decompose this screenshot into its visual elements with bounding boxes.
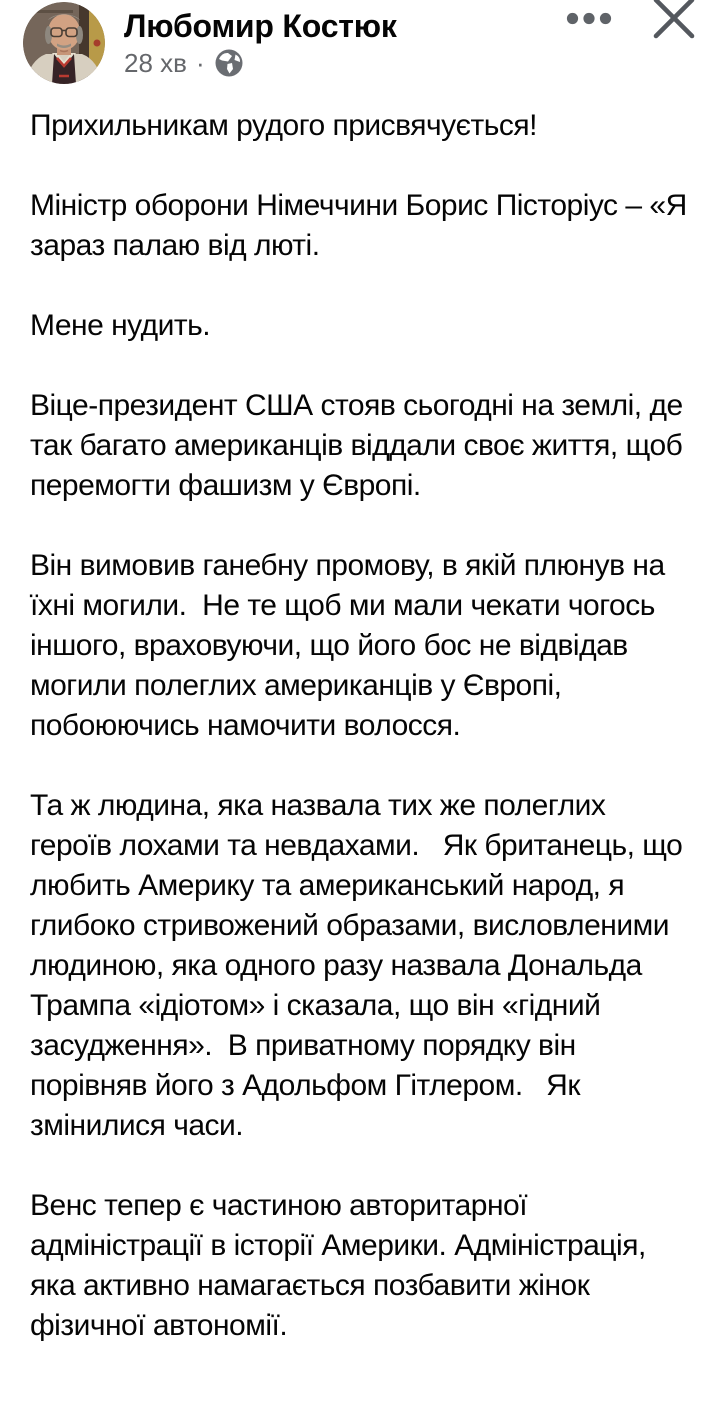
header-actions	[566, 2, 698, 42]
header-text	[124, 2, 566, 78]
post-paragraph: Венс тепер є частиною авторитарної адміністрації в історії Америки. Адміністрація, яка активно намагається позбавити жінок фізичної автономії.	[30, 1189, 654, 1342]
post-content	[0, 106, 720, 1346]
post-paragraph: Він вимовив ганебну промову, в якій плюнув на їхні могили. Не те щоб ми мали чекати чогось іншого, враховуючи, що його бос не відвідав могили полеглих американців у Європі, побоюючись намочити волосся.	[30, 549, 673, 742]
avatar-photo	[23, 2, 105, 84]
globe-icon	[214, 48, 244, 78]
post-header	[0, 0, 720, 84]
author-name[interactable]: Любомир Костюк	[124, 8, 397, 44]
close-button[interactable]	[650, 0, 698, 42]
post-paragraph: Прихильникам рудого присвячується!	[30, 109, 537, 142]
meta-separator: ·	[195, 48, 205, 78]
three-dots-icon	[566, 12, 612, 25]
post-paragraph: Мене нудить.	[30, 309, 211, 342]
post-paragraph: Міністр оборони Німеччини Борис Пісторіус – «Я зараз палаю від люті.	[30, 189, 695, 262]
post-paragraph: Віце-президент США стояв сьогодні на землі, де так багато американців віддали своє життя, щоб перемогти фашизм у Європі.	[30, 389, 691, 502]
close-icon	[650, 0, 698, 42]
more-options-button[interactable]	[566, 2, 612, 25]
timestamp: 28 хв	[124, 48, 187, 78]
post-meta	[124, 48, 566, 78]
avatar[interactable]	[23, 2, 105, 84]
post-paragraph: Та ж людина, яка назвала тих же полеглих героїв лохами та невдахами. Як британець, що любить Америку та американський народ, я глибоко стривожений образами, висловленими людиною, яка одного разу назвала Дональда Трампа «ідіотом» і сказала, що він «гідний засудження». В приватному порядку він порівняв його з Адольфом Гітлером. Як змінилися часи.	[30, 789, 691, 1142]
